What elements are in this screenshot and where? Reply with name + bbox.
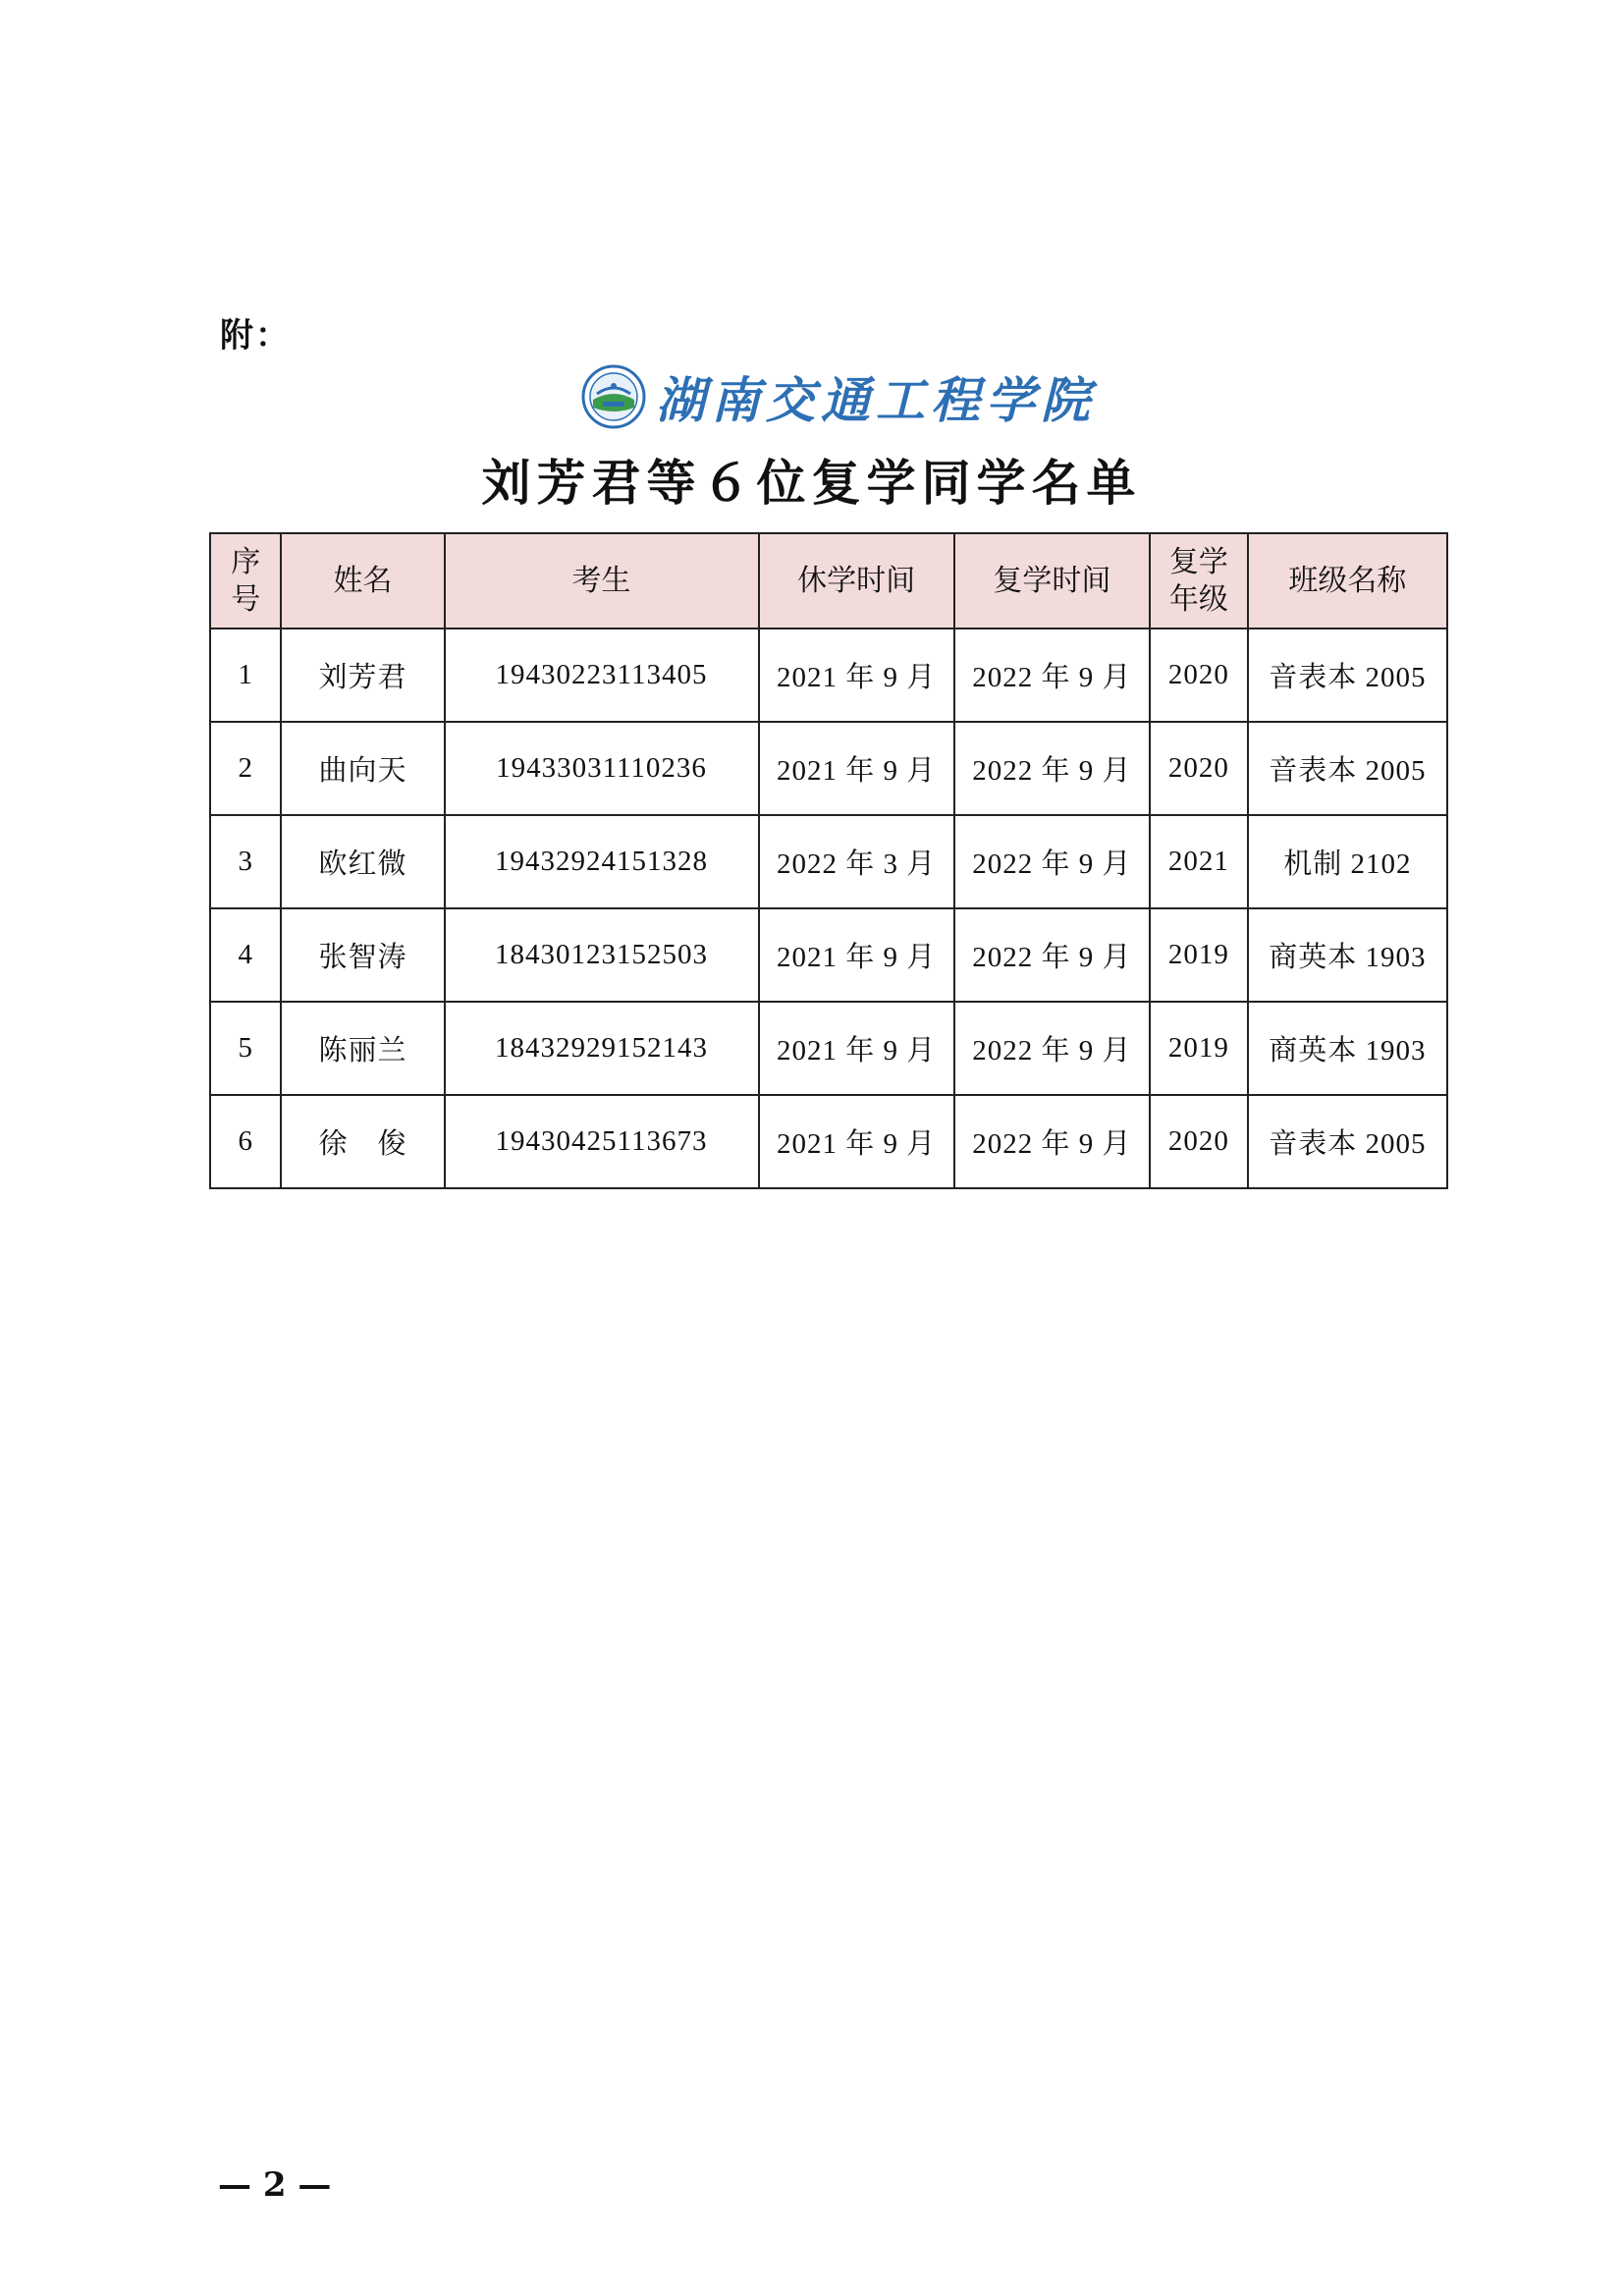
cell-resume-grade: 2020 [1150, 1095, 1248, 1188]
institution-logo [581, 361, 1096, 432]
cell-exam-id: 18430123152503 [445, 908, 759, 1002]
document-title: 刘芳君等６位复学同学名单 [481, 454, 1142, 512]
cell-exam-id: 19433031110236 [445, 722, 759, 815]
table-row [210, 908, 1447, 1002]
cell-name: 曲向天 [281, 722, 444, 815]
table-row [210, 1002, 1447, 1095]
cell-seq: 3 [210, 815, 281, 908]
cell-seq: 2 [210, 722, 281, 815]
table-row [210, 815, 1447, 908]
cell-resume-time: 2022 年 9 月 [954, 1095, 1150, 1188]
table-row [210, 722, 1447, 815]
cell-class-name: 音表本 2005 [1248, 722, 1447, 815]
cell-resume-time: 2022 年 9 月 [954, 722, 1150, 815]
cell-name: 刘芳君 [281, 629, 444, 722]
cell-resume-grade: 2019 [1150, 1002, 1248, 1095]
cell-name: 徐 俊 [281, 1095, 444, 1188]
annex-label: 附： [220, 316, 291, 355]
header-exam-id: 考生 [445, 533, 759, 629]
cell-suspend-time: 2021 年 9 月 [759, 629, 954, 722]
cell-name: 张智涛 [281, 908, 444, 1002]
cell-suspend-time: 2021 年 9 月 [759, 908, 954, 1002]
cell-seq: 6 [210, 1095, 281, 1188]
cell-seq: 1 [210, 629, 281, 722]
cell-class-name: 音表本 2005 [1248, 1095, 1447, 1188]
college-seal-icon [581, 364, 646, 429]
cell-resume-grade: 2020 [1150, 629, 1248, 722]
cell-suspend-time: 2022 年 3 月 [759, 815, 954, 908]
cell-resume-time: 2022 年 9 月 [954, 908, 1150, 1002]
cell-resume-time: 2022 年 9 月 [954, 629, 1150, 722]
table-row [210, 629, 1447, 722]
cell-resume-grade: 2021 [1150, 815, 1248, 908]
page-number: — 2 — [218, 2165, 332, 2205]
cell-seq: 4 [210, 908, 281, 1002]
cell-exam-id: 19432924151328 [445, 815, 759, 908]
table-header-row [210, 533, 1447, 629]
cell-class-name: 音表本 2005 [1248, 629, 1447, 722]
header-resume-time: 复学时间 [954, 533, 1150, 629]
cell-resume-time: 2022 年 9 月 [954, 815, 1150, 908]
cell-suspend-time: 2021 年 9 月 [759, 1002, 954, 1095]
header-resume-grade: 复学 年级 [1150, 533, 1248, 629]
cell-name: 陈丽兰 [281, 1002, 444, 1095]
table-row [210, 1095, 1447, 1188]
cell-exam-id: 18432929152143 [445, 1002, 759, 1095]
header-seq: 序 号 [210, 533, 281, 629]
resumption-roster-table [209, 532, 1448, 1189]
institution-name: 湖南交通工程学院 [656, 372, 1096, 429]
header-suspend-time: 休学时间 [759, 533, 954, 629]
cell-class-name: 机制 2102 [1248, 815, 1447, 908]
header-class-name: 班级名称 [1248, 533, 1447, 629]
cell-seq: 5 [210, 1002, 281, 1095]
cell-suspend-time: 2021 年 9 月 [759, 1095, 954, 1188]
cell-exam-id: 19430425113673 [445, 1095, 759, 1188]
cell-resume-time: 2022 年 9 月 [954, 1002, 1150, 1095]
cell-name: 欧红微 [281, 815, 444, 908]
header-name: 姓名 [281, 533, 444, 629]
cell-resume-grade: 2019 [1150, 908, 1248, 1002]
cell-class-name: 商英本 1903 [1248, 1002, 1447, 1095]
cell-exam-id: 19430223113405 [445, 629, 759, 722]
cell-class-name: 商英本 1903 [1248, 908, 1447, 1002]
cell-resume-grade: 2020 [1150, 722, 1248, 815]
cell-suspend-time: 2021 年 9 月 [759, 722, 954, 815]
